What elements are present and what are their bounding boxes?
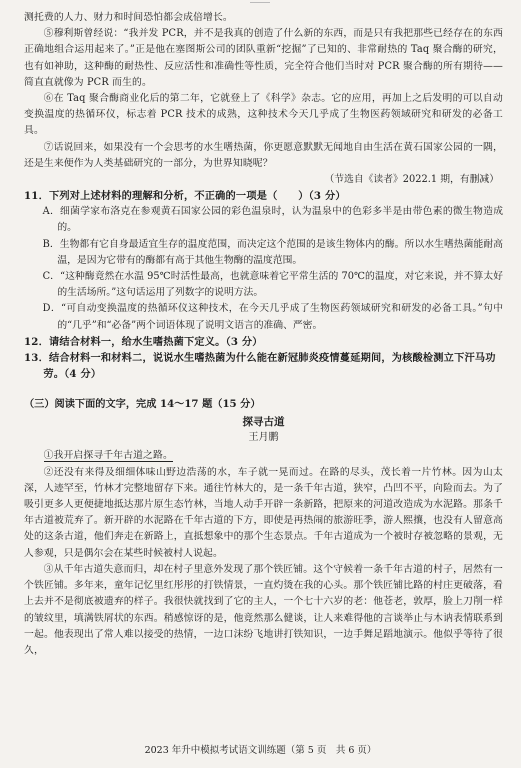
article-paragraph: ②还没有来得及细细体味山野边浩荡的水，车子就一晃而过。在路的尽头，茂长着一片竹林。因为山太深，人迹罕至，竹林才完整地留存下来。通往竹林大的，是一条千年古道，狭窄，凸凹不平，向险而去。为了吸引更多人更便捷地抵达那片原生态竹林，当地人动手开辟一条新路，把原来的河道改造成为水泥路。那条千年古道被荒弃了。新开辟的水泥路在千年古道的下方，即使是再热闹的旅游旺季，游人熙攘，也没有人留意高处的这条古道，他们奔走在新路上，直抵想象中的那个生态景点。千年古道成为一个被时存被忽略的景观，无人参观，只是偶尔会在某些时候被村人说起。 xyxy=(24,466,503,559)
article-paragraph-underlined: ①我开启探寻千年古道之路。 xyxy=(43,450,173,462)
question-11-option-a: A．细菌学家布洛克在参观黄石国家公园的彩色温泉时，认为温泉中的色彩多半是由带色素的微生物造成的。 xyxy=(42,206,503,234)
top-mark xyxy=(250,2,270,9)
section-3-heading: （三）阅读下面的文字，完成 14～17 题（15 分） xyxy=(24,398,261,411)
article-paragraph xyxy=(24,448,503,464)
question-11-stem: 11．下列对上述材料的理解和分析，不正确的一项是（ ）（3 分） xyxy=(24,190,346,203)
passage-source: （节选自《读者》2022.1 期，有删减） xyxy=(324,174,499,186)
question-11-option-b: B．生物都有它自身最适宜生存的温度范围，而决定这个范围的是该生物体内的酶。所以水生嗜热菌能耐高温，是因为它带有的酶都有高于其他生物酶的温度范围。 xyxy=(42,238,503,266)
question-13: 13．结合材料一和材料二，说说水生嗜热菌为什么能在新冠肺炎疫情蔓延期间，为核酸检测立下汗马功劳。（4 分） xyxy=(24,352,496,381)
passage-paragraph: 测托费的人力、财力和时间恐怕都会成倍增长。 xyxy=(24,12,233,23)
passage-paragraph: ⑤穆利斯曾经说：“我并发 PCR，并不是我真的创造了什么新的东西，而是只有我把那些已经存在的东西正确地组合运用起来了。”正是他在塞图斯公司的团队重新“挖掘”了已知的、非常耐热的 Taq 聚合酶的研究，也有如神助，这种酶的耐热性、反应活性和准确性等性质，完全符合他们当时对 PCR 聚合酶的所有期待——简直直就像为 PCR 而生的。 xyxy=(24,28,503,88)
article-paragraph: ③从千年古道失意而归，却在村子里意外发现了那个铁匠铺。这个守候着一条千年古道的村子，居然有一个铁匠铺。多年来，童年记忆里红彤彤的打铁情景，一直灼烫在我的心头。那个铁匠铺比路的村庄更破落，看上去并不是彻底被遗弃的样子。我很快就找到了它的主人，一个七十六岁的老：他苍老，敦厚，脸上刀削一样的皱纹里，填满铁屑状的东西。稍感惊讶的是，他竟然那么健谈，让人来难得他的言谈举止与木讷表情联系到一起。他表现出了常人难以接受的热情，一边口沫纷飞地讲打铁知识，一边手舞足蹈地演示。他似乎等待了很久， xyxy=(24,563,503,656)
article-author: 王月鹏 xyxy=(248,432,279,444)
page-footer: 2023 年升中模拟考试语文训练题（第 5 页 共 6 页） xyxy=(144,745,377,756)
question-11-option-d: D．“可自动变换温度的热循环仪这种技术，在今天几乎成了生物医药领域研究和研发的必备工具。”句中的“几乎”和“必备”两个词语体现了说明文语言的准确、严密。 xyxy=(42,303,503,331)
article-title: 探寻古道 xyxy=(242,416,285,429)
passage-paragraph: ⑦话说回来，如果没有一个会思考的水生嗜热菌，你更愿意默默无闻地自由生活在黄石国家公园的一隅，还是生来便作为人类基础研究的一部分，为世界知晓呢？ xyxy=(24,141,503,169)
question-11-option-c: C．“这种酶竟然在水温 95℃时活性最高，也就意味着它平常生活的 70℃的温度，对它来说，并不算太好的生活场所。”这句话运用了列数字的说明方法。 xyxy=(42,271,503,299)
passage-paragraph: ⑥在 Taq 聚合酶商业化后的第二年，它就登上了《科学》杂志。它的应用，再加上之后发明的可以自动变换温度的热循环仪，标志着 PCR 技术的成熟，这种技术今天几乎成了生物医药领域研究和研发的必备工具。 xyxy=(24,93,503,137)
question-12: 12．请结合材料一，给水生嗜热菌下定义。（3 分） xyxy=(24,335,263,348)
